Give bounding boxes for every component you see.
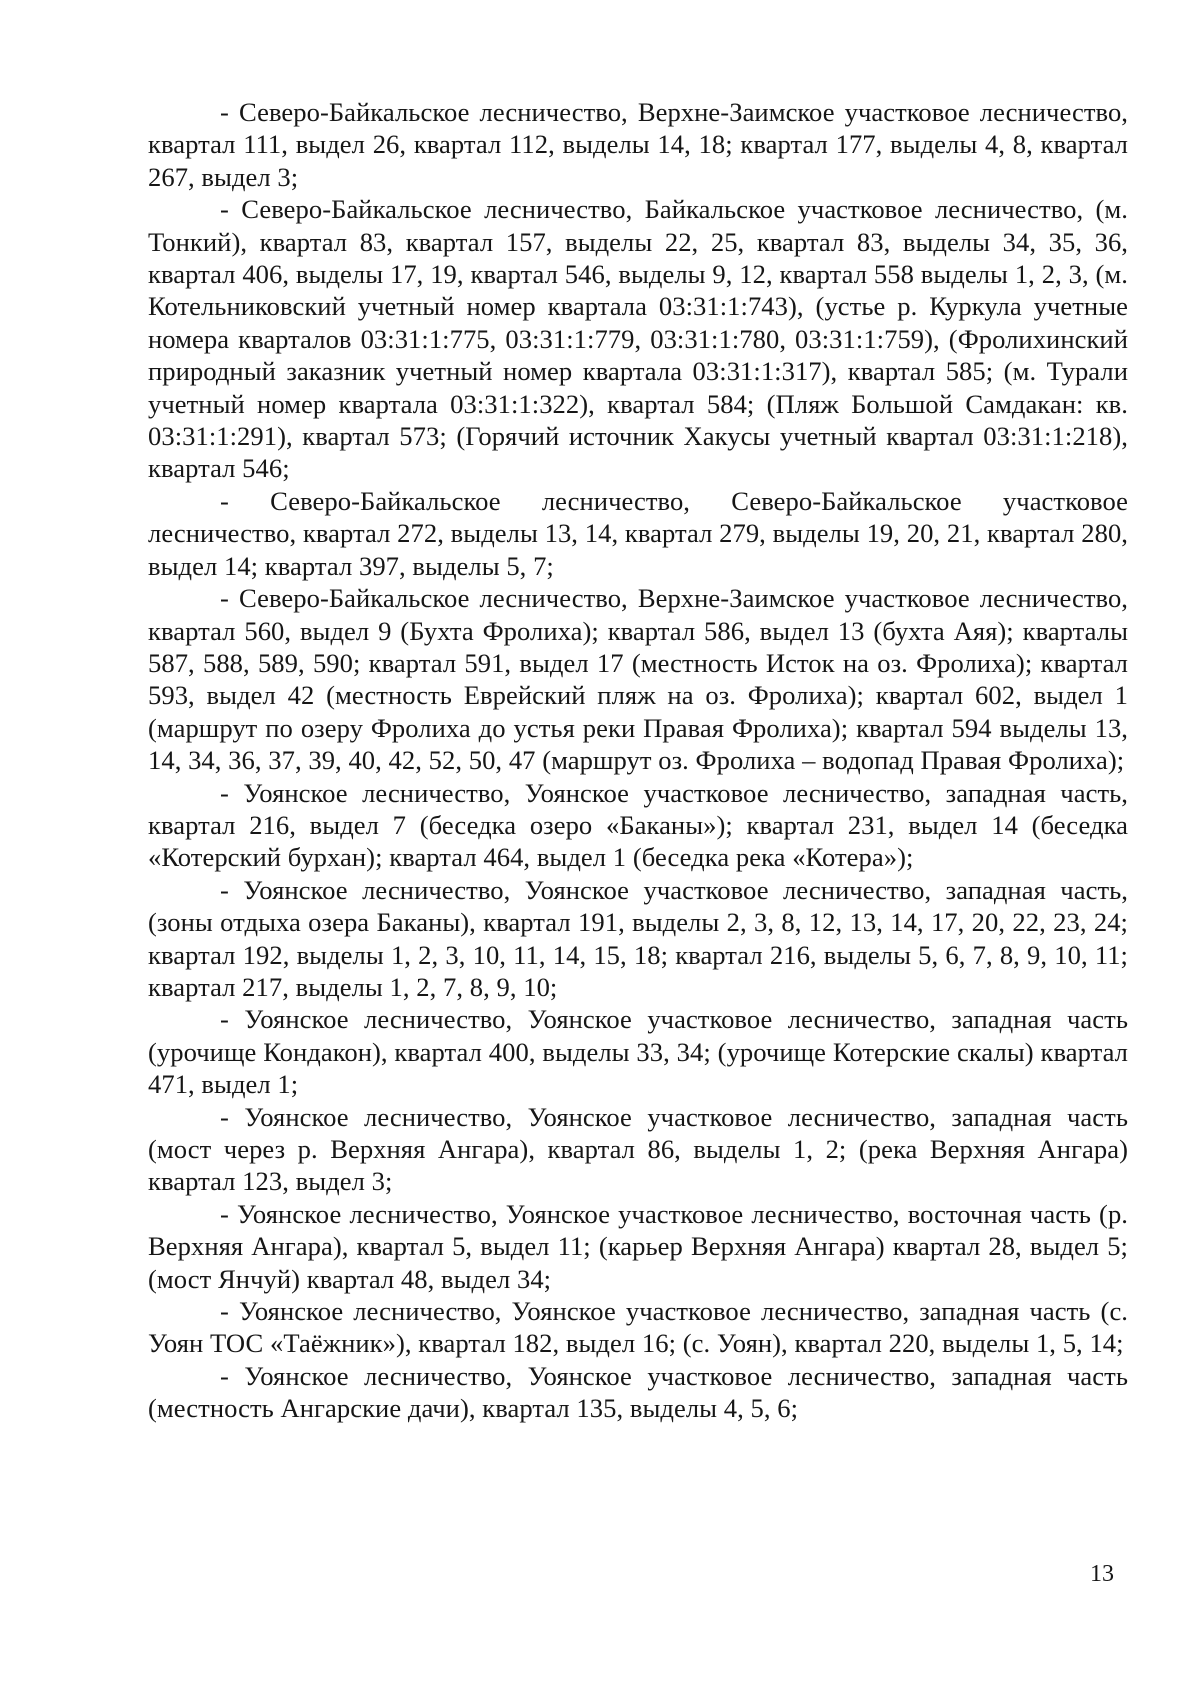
paragraph-1: - Северо-Байкальское лесничество, Верхне-Заимское участковое лесничество, квартал 111, выдел 26, квартал 112, выделы 14, 18; квартал 177, выделы 4, 8, квартал 267, выдел 3; xyxy=(148,97,1128,192)
paragraph-3: - Северо-Байкальское лесничество, Северо-Байкальское участковое лесничество, квартал 272, выделы 13, 14, квартал 279, выделы 19, 20, 21, квартал 280, выдел 14; квартал 397, выделы 5, 7; xyxy=(148,485,1128,581)
paragraph-8: - Уоянское лесничество, Уоянское участковое лесничество, западная часть (мост через р. Верхняя Ангара), квартал 86, выделы 1, 2; (река Верхняя Ангара) квартал 123, выдел 3; xyxy=(148,1101,1128,1197)
paragraph-6: - Уоянское лесничество, Уоянское участковое лесничество, западная часть, (зоны отдыха озера Баканы), квартал 191, выделы 2, 3, 8, 12, 13, 14, 17, 20, 22, 23, 24; квартал 192, выделы 1, 2, 3, 10, 11, 14, 15, 18; квартал 216, выделы 5, 6, 7, 8, 9, 10, 11; квартал 217, выделы 1, 2, 7, 8, 9, 10; xyxy=(148,874,1128,1002)
paragraph-5: - Уоянское лесничество, Уоянское участковое лесничество, западная часть, квартал 216, выдел 7 (беседка озеро «Баканы»); квартал 231, выдел 14 (беседка «Котерский бурхан); квартал 464, выдел 1 (беседка река «Котера»); xyxy=(148,777,1128,873)
paragraph-10: - Уоянское лесничество, Уоянское участковое лесничество, западная часть (с. Уоян ТОС «Таёжник»), квартал 182, выдел 16; (с. Уоян), квартал 220, выделы 1, 5, 14; xyxy=(148,1296,1128,1359)
paragraph-4: - Северо-Байкальское лесничество, Верхне-Заимское участковое лесничество, квартал 560, выдел 9 (Бухта Фролиха); квартал 586, выдел 13 (бухта Аяя); кварталы 587, 588, 589, 590; квартал 591, выдел 17 (местность Исток на оз. Фролиха); квартал 593, выдел 42 (местность Еврейский пляж на оз. Фролиха); квартал 602, выдел 1 (маршрут по озеру Фролиха до устья реки Правая Фролиха); квартал 594 выделы 13, 14, 34, 36, 37, 39, 40, 42, 52, 50, 47 (маршрут оз. Фролиха – водопад Правая Фролиха); xyxy=(148,583,1128,776)
paragraph-11: - Уоянское лесничество, Уоянское участковое лесничество, западная часть (местность Ангарские дачи), квартал 135, выделы 4, 5, 6; xyxy=(148,1360,1128,1424)
paragraph-7: - Уоянское лесничество, Уоянское участковое лесничество, западная часть (урочище Кондакон), квартал 400, выделы 33, 34; (урочище Котерские скалы) квартал 471, выдел 1; xyxy=(148,1004,1128,1100)
page-number: 13 xyxy=(1090,1561,1114,1587)
paragraph-9: - Уоянское лесничество, Уоянское участковое лесничество, восточная часть (р. Верхняя Ангара), квартал 5, выдел 11; (карьер Верхняя Ангара) квартал 28, выдел 5; (мост Янчуй) квартал 48, выдел 34; xyxy=(148,1198,1128,1294)
document-body xyxy=(148,96,1128,1425)
paragraph-2: - Северо-Байкальское лесничество, Байкальское участковое лесничество, (м. Тонкий), квартал 83, квартал 157, выделы 22, 25, квартал 83, выделы 34, 35, 36, квартал 406, выделы 17, 19, квартал 546, выделы 9, 12, квартал 558 выделы 1, 2, 3, (м. Котельниковский учетный номер квартала 03:31:1:743), (устье р. Куркула учетные номера кварталов 03:31:1:775, 03:31:1:779, 03:31:1:780, 03:31:1:759), (Фролихинский природный заказник учетный номер квартала 03:31:1:317), квартал 585; (м. Турали учетный номер квартала 03:31:1:322), квартал 584; (Пляж Большой Самдакан: кв. 03:31:1:291), квартал 573; (Горячий источник Хакусы учетный квартал 03:31:1:218), квартал 546; xyxy=(148,194,1128,484)
